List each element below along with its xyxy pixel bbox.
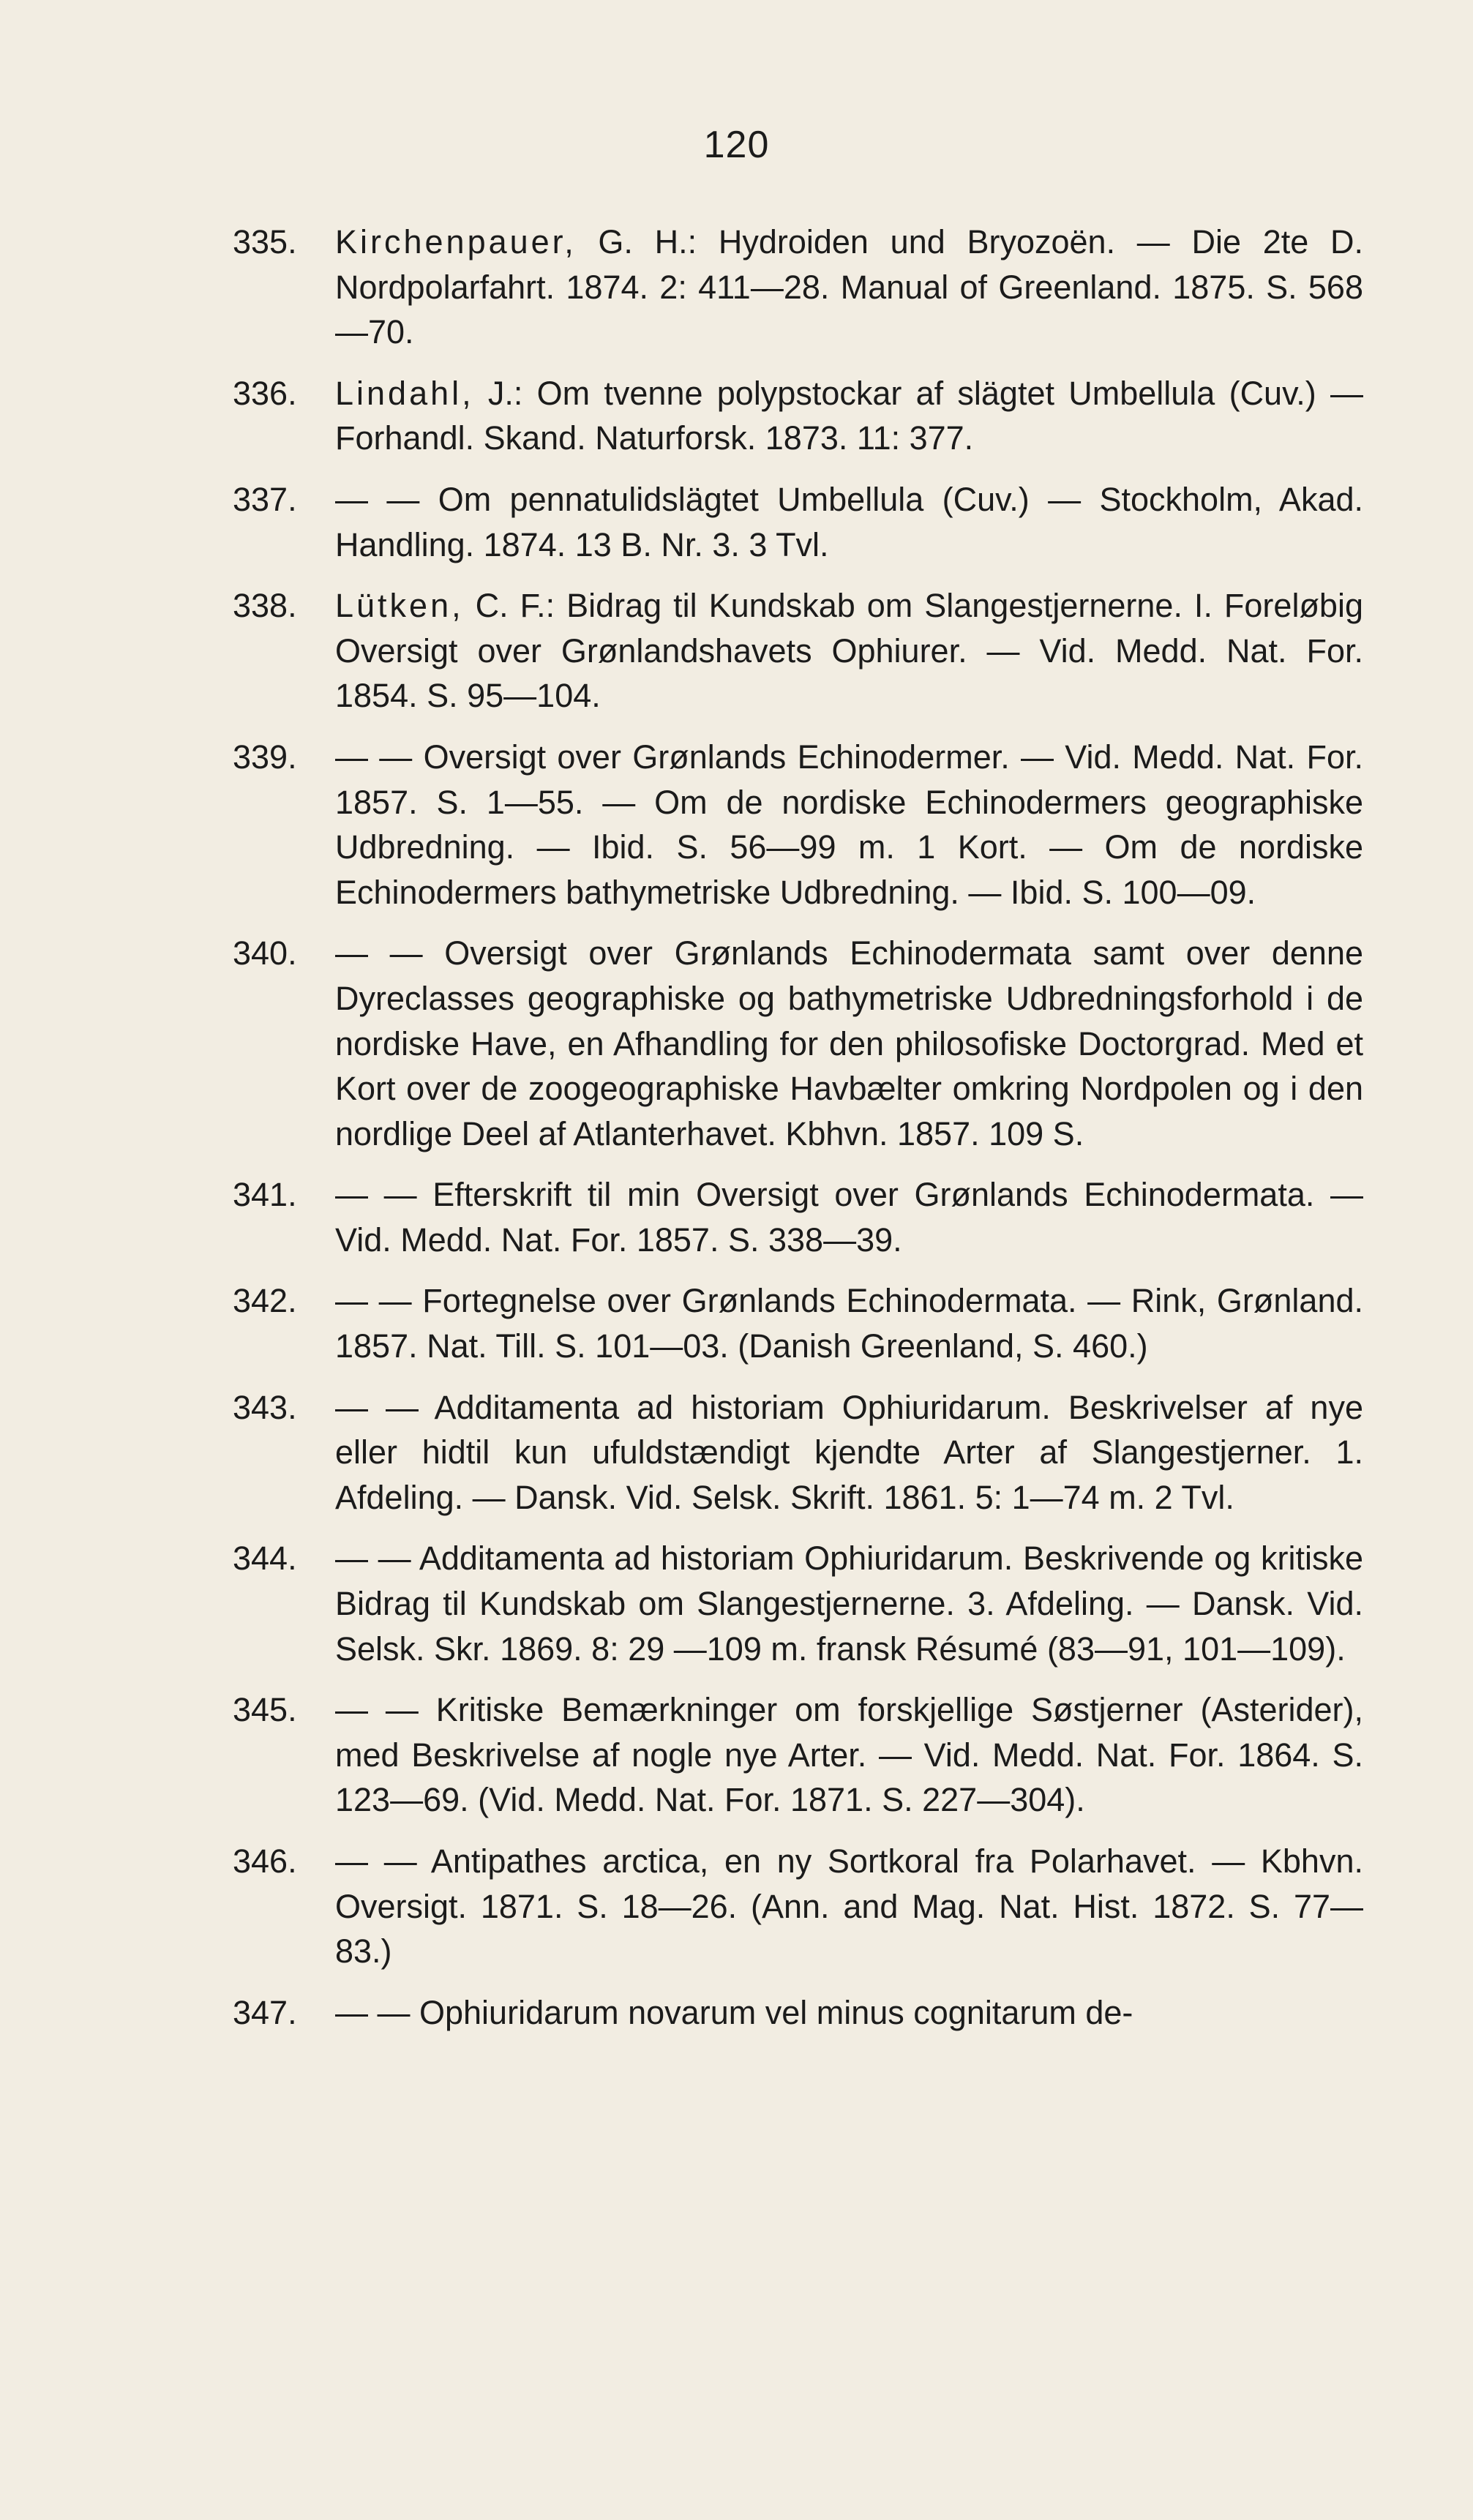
bibliography-entry <box>233 220 1363 355</box>
entry-text: J.: Om tvenne polypstockar af slägtet Umbellula (Cuv.) — Forhandl. Skand. Naturforsk. 1873. 11: 377. <box>335 374 1363 457</box>
bibliography-entry <box>233 1839 1363 1974</box>
entry-number: 340. <box>233 934 297 972</box>
entry-author: Lindahl, <box>335 374 474 412</box>
entry-number: 338. <box>233 587 297 625</box>
bibliography-entry <box>233 477 1363 567</box>
entry-text: G. H.: Hydroiden und Bryozoën. — Die 2te D. Nordpolarfahrt. 1874. 2: 411—28. Manual of Greenland. 1875. S. 568—70. <box>335 223 1363 351</box>
bibliography-entry <box>233 1990 1363 2036</box>
entry-text: — — Efterskrift til min Oversigt over Grønlands Echinodermata. — Vid. Medd. Nat. For. 1857. S. 338—39. <box>335 1176 1363 1259</box>
entry-number: 336. <box>233 374 297 412</box>
entry-text: — — Additamenta ad historiam Ophiuridarum. Beskrivelser af nye eller hidtil kun ufuldstændigt kjendte Arter af Slangestjerner. 1. Afdeling. — Dansk. Vid. Selsk. Skrift. 1861. 5: 1—74 m. 2 Tvl. <box>335 1388 1363 1516</box>
bibliography-entry <box>233 1278 1363 1368</box>
entry-number: 341. <box>233 1176 297 1214</box>
entry-number: 343. <box>233 1388 297 1426</box>
entry-number: 335. <box>233 223 297 260</box>
entry-number: 344. <box>233 1540 297 1578</box>
entry-number: 346. <box>233 1842 297 1880</box>
bibliography-entry <box>233 1385 1363 1520</box>
entry-text: — — Oversigt over Grønlands Echinodermer. — Vid. Medd. Nat. For. 1857. S. 1—55. — Om de nordiske Echinodermers geographiske Udbredning. — Ibid. S. 56—99 m. 1 Kort. — Om de nordiske Echinodermers bathymetriske Udbredning. — Ibid. S. 100—09. <box>335 738 1363 911</box>
entry-text: — — Om pennatulidslägtet Umbellula (Cuv.) — Stockholm, Akad. Handling. 1874. 13 B. Nr. 3. 3 Tvl. <box>335 480 1363 563</box>
entry-text: C. F.: Bidrag til Kundskab om Slangestjernerne. I. Foreløbig Oversigt over Grønlandshavets Ophiurer. — Vid. Medd. Nat. For. 1854. S. 95—104. <box>335 587 1363 715</box>
entry-number: 337. <box>233 480 297 518</box>
entry-text: — — Additamenta ad historiam Ophiuridarum. Beskrivende og kritiske Bidrag til Kundskab om Slangestjernerne. 3. Afdeling. — Dansk. Vid. Selsk. Skr. 1869. 8: 29 —109 m. fransk Résumé (83—91, 101—109). <box>335 1540 1363 1668</box>
bibliography-entry <box>233 371 1363 461</box>
entry-text: — — Oversigt over Grønlands Echinodermata samt over denne Dyreclasses geographiske og bathymetriske Udbredningsforhold i de nordiske Have, en Afhandling for den philosofiske Doctorgrad. Med et Kort over de zoogeographiske Havbælter omkring Nordpolen og i den nordlige Deel af Atlanterhavet. Kbhvn. 1857. 109 S. <box>335 934 1363 1152</box>
bibliography-list <box>233 220 1363 2051</box>
bibliography-entry <box>233 583 1363 719</box>
bibliography-entry <box>233 931 1363 1156</box>
entry-text: — — Fortegnelse over Grønlands Echinodermata. — Rink, Grønland. 1857. Nat. Till. S. 101—03. (Danish Greenland, S. 460.) <box>335 1282 1363 1365</box>
entry-text: — — Antipathes arctica, en ny Sortkoral fra Polarhavet. — Kbhvn. Oversigt. 1871. S. 18—26. (Ann. and Mag. Nat. Hist. 1872. S. 77—83.) <box>335 1842 1363 1970</box>
bibliography-entry <box>233 735 1363 915</box>
entry-text: — — Kritiske Bemærkninger om forskjellige Søstjerner (Asterider), med Beskrivelse af nogle nye Arter. — Vid. Medd. Nat. For. 1864. S. 123—69. (Vid. Medd. Nat. For. 1871. S. 227—304). <box>335 1691 1363 1819</box>
entry-author: Lütken, <box>335 587 464 625</box>
entry-number: 342. <box>233 1282 297 1320</box>
entry-number: 339. <box>233 738 297 776</box>
page-number: 120 <box>703 124 770 166</box>
entry-text: — — Ophiuridarum novarum vel minus cognitarum de- <box>335 1993 1133 2031</box>
entry-author: Kirchenpauer, <box>335 223 577 260</box>
bibliography-entry <box>233 1536 1363 1671</box>
entry-number: 345. <box>233 1691 297 1729</box>
entry-number: 347. <box>233 1993 297 2031</box>
bibliography-entry <box>233 1687 1363 1823</box>
bibliography-entry <box>233 1172 1363 1262</box>
